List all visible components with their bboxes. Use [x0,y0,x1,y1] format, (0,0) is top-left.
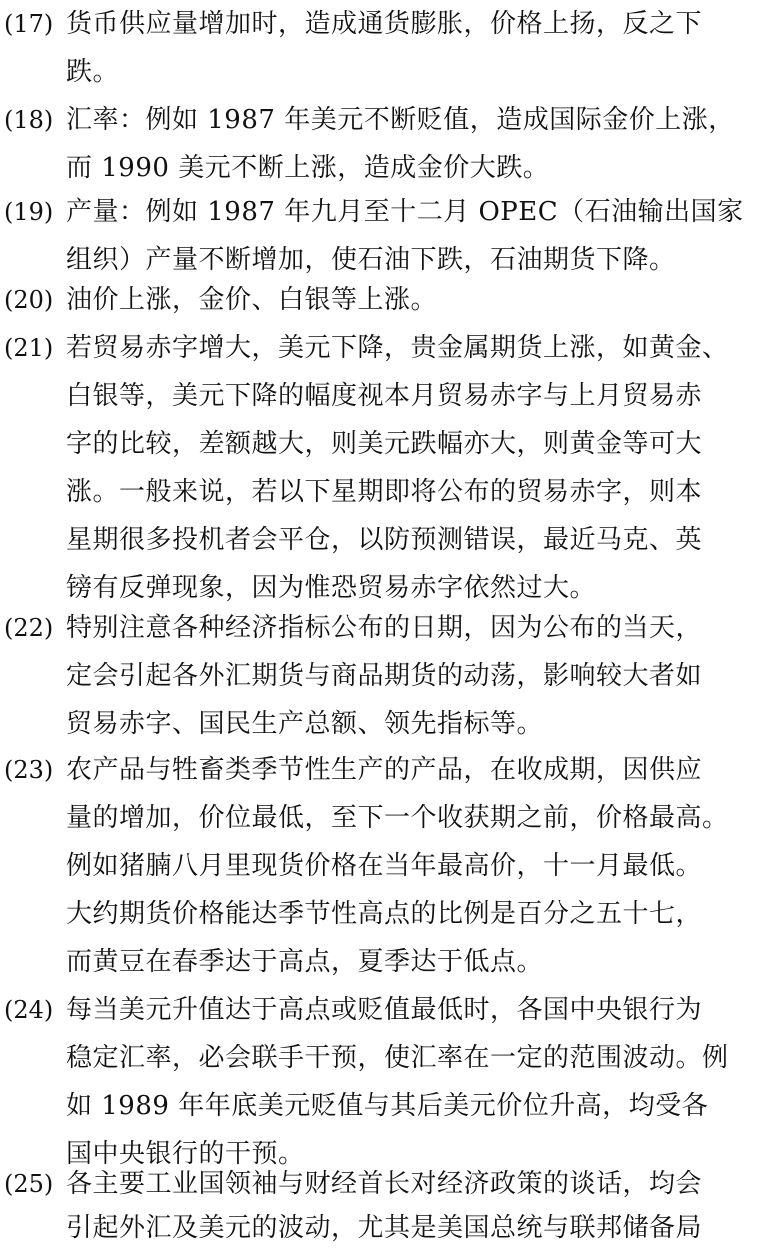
item-text-line: 货币供应量增加时，造成通货膨胀，价格上扬，反之下 [66,9,703,39]
item-text-line: 特别注意各种经济指标公布的日期，因为公布的当天， [66,613,703,643]
item-text-line: 字的比较，差额越大，则美元跌幅亦大，则黄金等可大 [66,429,703,459]
item-text-line: 组织）产量不断增加，使石油下跌，石油期货下降。 [66,245,676,275]
item-text-line: 若贸易赤字增大，美元下降，贵金属期货上涨，如黄金、 [66,333,729,363]
item-number: (18) [4,106,54,134]
item-text-line: 如 1989 年年底美元贬值与其后美元价位升高，均受各 [66,1091,709,1121]
item-text-line: 星期很多投机者会平仓，以防预测错误，最近马克、英 [66,525,703,555]
item-number: (20) [4,286,54,314]
item-text-line: 国中央银行的干预。 [66,1139,305,1169]
item-text-line: 稳定汇率，必会联手干预，使汇率在一定的范围波动。例 [66,1043,729,1073]
item-text-line: 大约期货价格能达季节性高点的比例是百分之五十七， [66,899,703,929]
item-number: (22) [4,614,54,642]
item-text-line: 涨。一般来说，若以下星期即将公布的贸易赤字，则本 [66,477,703,507]
item-number: (17) [4,10,54,38]
item-number: (21) [4,334,54,362]
item-text-line: 量的增加，价位最低，至下一个收获期之前，价格最高。 [66,803,729,833]
item-number: (19) [4,198,54,226]
item-number: (23) [4,756,54,784]
item-text-line: 定会引起各外汇期货与商品期货的动荡，影响较大者如 [66,661,703,691]
item-text-line: 汇率：例如 1987 年美元不断贬值，造成国际金价上涨， [66,105,735,135]
item-text-line: 各主要工业国领袖与财经首长对经济政策的谈话，均会 [66,1169,703,1199]
item-text-line: 而 1990 美元不断上涨，造成金价大跌。 [66,153,550,183]
item-text-line: 而黄豆在春季达于高点，夏季达于低点。 [66,947,544,977]
item-text-line: 农产品与牲畜类季节性生产的产品，在收成期，因供应 [66,755,703,785]
item-number: (24) [4,996,54,1024]
item-text-line: 贸易赤字、国民生产总额、领先指标等。 [66,709,544,739]
item-number: (25) [4,1170,54,1198]
item-text-line: 每当美元升值达于高点或贬值最低时，各国中央银行为 [66,995,703,1025]
item-text-line: 镑有反弹现象，因为惟恐贸易赤字依然过大。 [66,573,597,603]
item-text-line: 油价上涨，金价、白银等上涨。 [66,285,438,315]
item-text-line: 跌。 [66,57,120,87]
item-text-line: 引起外汇及美元的波动，尤其是美国总统与联邦储备局 [66,1213,703,1243]
item-text-line: 产量：例如 1987 年九月至十二月 OPEC（石油输出国家 [66,197,744,227]
item-text-line: 例如猪腩八月里现货价格在当年最高价，十一月最低。 [66,851,703,881]
item-text-line: 白银等，美元下降的幅度视本月贸易赤字与上月贸易赤 [66,381,703,411]
